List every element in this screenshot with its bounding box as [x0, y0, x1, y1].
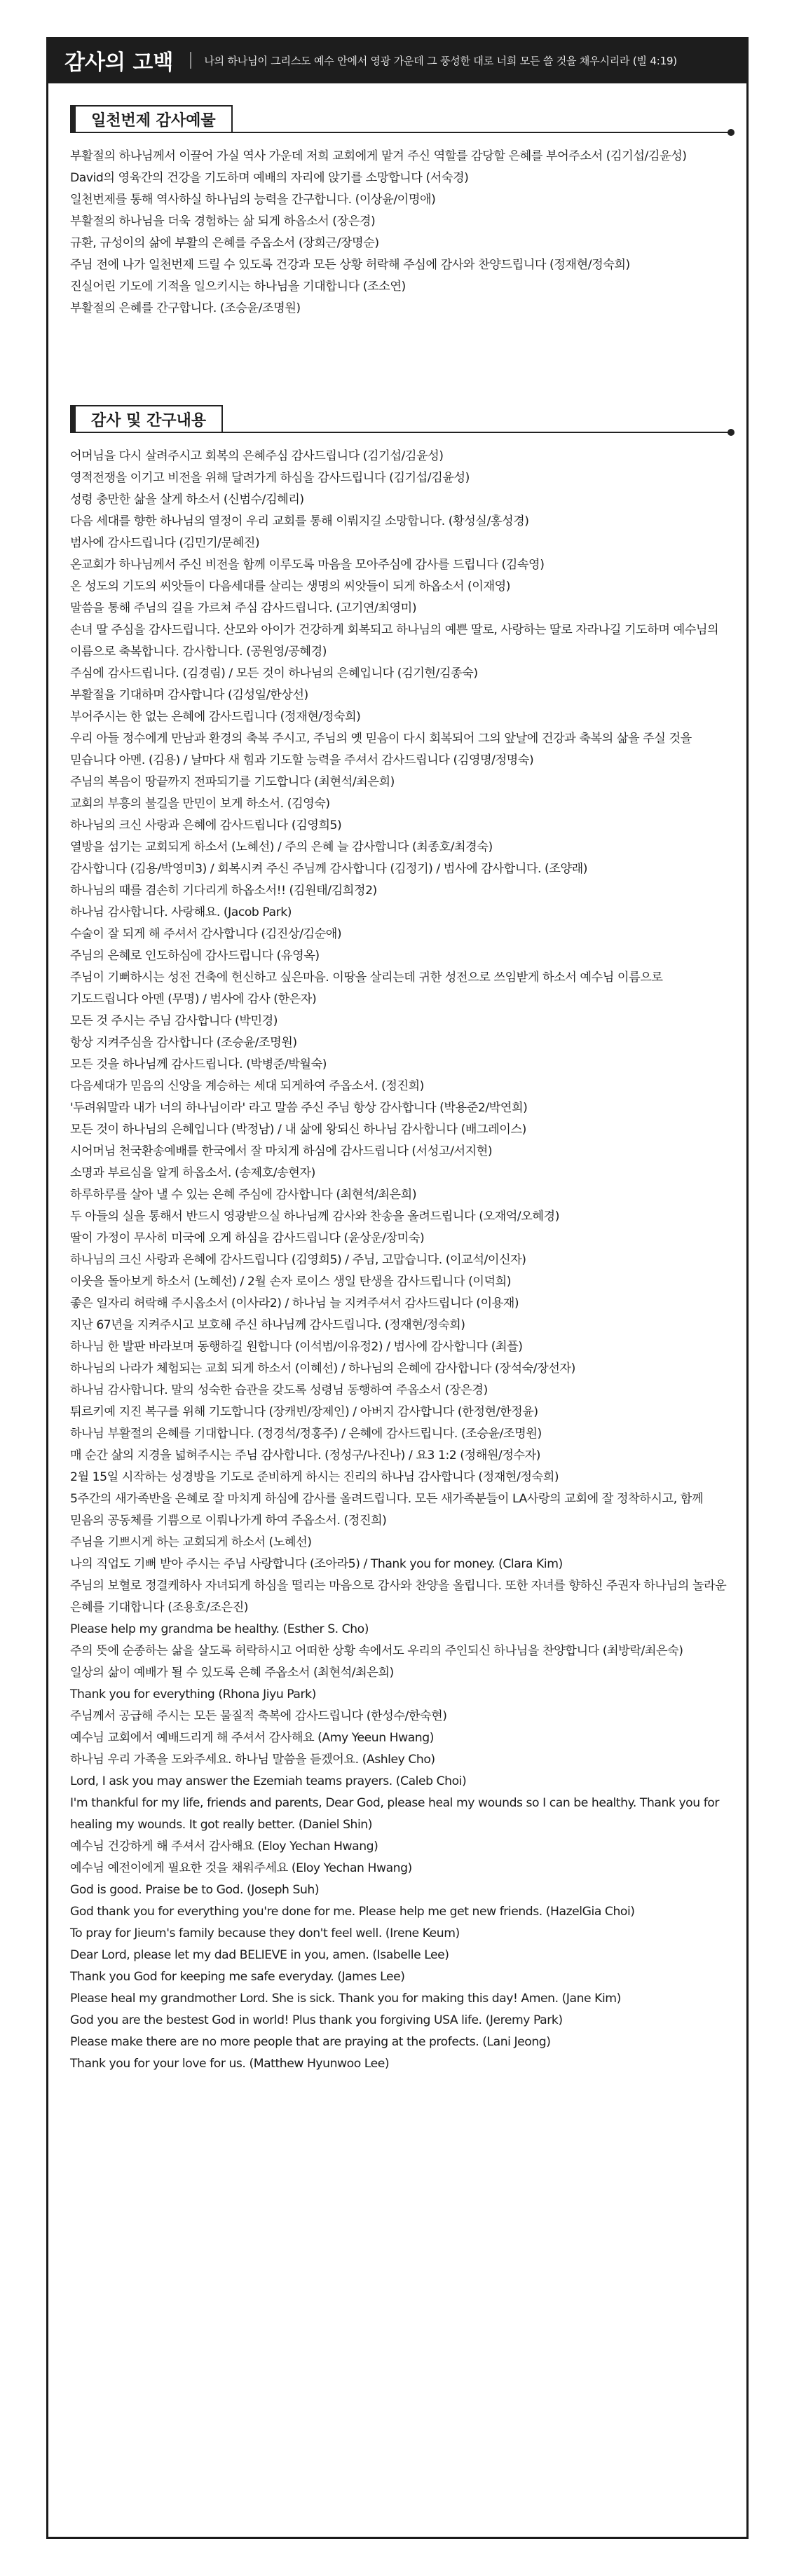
list-item: 하나님의 나라가 체험되는 교회 되게 하소서 (이혜선) / 하나님의 은혜에 감사합니다 (장석숙/장선자)	[70, 1362, 575, 1376]
list-item: 성령 충만한 삶을 살게 하소서 (신범수/김혜리)	[70, 493, 304, 507]
list-item: 하루하루를 살아 낼 수 있는 은혜 주심에 감사합니다 (최현석/최은희)	[70, 1188, 417, 1202]
section-offerings	[70, 105, 732, 320]
list-item: 이웃을 돌아보게 하소서 (노혜선) / 2월 손자 로이스 생일 탄생을 감사드립니다 (이덕희)	[70, 1275, 512, 1289]
list-item: 두 아들의 실을 통해서 반드시 영광받으실 하나님께 감사와 찬송을 올려드립니다 (오재억/오혜경)	[70, 1210, 559, 1224]
prayer-list	[70, 446, 732, 2075]
list-item: 열방을 섬기는 교회되게 하소서 (노혜선) / 주의 은혜 늘 감사합니다 (최종호/최경숙)	[70, 840, 493, 854]
list-item: 딸이 가정이 무사히 미국에 오게 하심을 감사드립니다 (윤상운/장미숙)	[70, 1231, 425, 1245]
list-item: 우리 아들 정수에게 만남과 환경의 축복 주시고, 주님의 옛 믿음이 다시 회복되어 그의 앞날에 건강과 축복의 삶을 주실 것을 믿습니다 아멘. (김용) / 날마다 새 힘과 기도할 능력을 주셔서 감사드립니다 (김영명/정명숙)	[70, 732, 692, 767]
list-item: God thank you for everything you're done for me. Please help me get new friends. (HazelGia Choi)	[70, 1905, 635, 1919]
list-item: 부어주시는 한 없는 은혜에 감사드립니다 (정재현/정숙희)	[70, 710, 361, 724]
list-item: God you are the bestest God in world! Plus thank you forgiving USA life. (Jeremy Park)	[70, 2013, 563, 2027]
list-item: 예수님 예전이에게 필요한 것을 채워주세요 (Eloy Yechan Hwang)	[70, 1861, 412, 1875]
list-item: 어머님을 다시 살려주시고 회복의 은혜주심 감사드립니다 (김기섭/김윤성)	[70, 449, 444, 463]
list-item: 주님을 기쁘시게 하는 교회되게 하소서 (노혜선)	[70, 1535, 312, 1549]
list-item: Thank you God for keeping me safe everyday. (James Lee)	[70, 1970, 405, 1984]
list-item: 감사합니다 (김용/박영미3) / 회복시켜 주신 주님께 감사합니다 (김정기) / 범사에 감사합니다. (조양래)	[70, 862, 588, 876]
list-item: 부활절의 하나님께서 이끌어 가실 역사 가운데 저희 교회에게 맡겨 주신 역할를 감당할 은혜를 부어주소서 (김기섭/김윤성)	[70, 149, 687, 163]
list-item: 지난 67년을 지켜주시고 보호해 주신 하나님께 감사드립니다. (정재현/정숙희)	[70, 1318, 465, 1332]
section-heading	[70, 105, 732, 136]
header-divider	[190, 52, 191, 69]
list-item: 하나님 감사합니다. 말의 성숙한 습관을 갖도록 성령님 동행하여 주옵소서 (장은경)	[70, 1383, 488, 1397]
list-item: 일천번제를 통해 역사하실 하나님의 능력을 간구합니다. (이상윤/이명애)	[70, 193, 436, 207]
list-item: 진실어린 기도에 기적을 일으키시는 하나님을 기대합니다 (조소연)	[70, 280, 406, 294]
section-title: 일천번제 감사예물	[70, 105, 233, 133]
list-item: 주님의 보혈로 정결케하사 자녀되게 하심을 떨리는 마음으로 감사와 찬양을 올립니다. 또한 자녀를 향하신 주권자 하나님의 놀라운 은혜를 기대합니다 (조용호/조은진)	[70, 1579, 727, 1615]
list-item: 주님의 은혜로 인도하심에 감사드립니다 (유영옥)	[70, 949, 320, 963]
list-item: 튀르키예 지진 복구를 위해 기도합니다 (장캐빈/장제인) / 아버지 감사합니다 (한정현/한정윤)	[70, 1405, 538, 1419]
section-prayers	[70, 405, 732, 2075]
header-verse: 나의 하나님이 그리스도 예수 안에서 영광 가운데 그 풍성한 대로 너희 모든 쓸 것을 채우시리라 (빌 4:19)	[204, 54, 677, 67]
list-item: 하나님 감사합니다. 사랑해요. (Jacob Park)	[70, 905, 292, 919]
section-title: 감사 및 간구내용	[70, 405, 223, 433]
list-item: 시어머님 천국환송예배를 한국에서 잘 마치게 하심에 감사드립니다 (서성고/서지현)	[70, 1144, 493, 1158]
list-item: 나의 직업도 기뻐 받아 주시는 주님 사랑합니다 (조아라5) / Thank you for money. (Clara Kim)	[70, 1557, 563, 1571]
list-item: 하나님의 때를 겸손히 기다리게 하옵소서!! (김원태/김희정2)	[70, 884, 377, 898]
list-item: 주님 전에 나가 일천번제 드릴 수 있도록 건강과 모든 상황 허락해 주심에 감사와 찬양드립니다 (정재현/정숙희)	[70, 258, 630, 272]
list-item: 다음 세대를 향한 하나님의 열정이 우리 교회를 통해 이뤄지길 소망합니다. (황성실/홍성경)	[70, 514, 529, 528]
section-rule-dot	[728, 429, 735, 436]
list-item: 모든 것 주시는 주님 감사합니다 (박민경)	[70, 1014, 278, 1028]
list-item: 주님의 복음이 땅끝까지 전파되기를 기도합니다 (최현석/최은희)	[70, 775, 395, 789]
list-item: To pray for Jieum's family because they don't feel well. (Irene Keum)	[70, 1926, 460, 1940]
list-item: 좋은 일자리 허락해 주시옵소서 (이사라2) / 하나님 늘 지켜주셔서 감사드립니다 (이용재)	[70, 1296, 519, 1310]
list-item: 일상의 삶이 예배가 될 수 있도록 은혜 주옵소서 (최현석/최은희)	[70, 1666, 394, 1680]
list-item: 말씀을 통해 주님의 길을 가르쳐 주심 감사드립니다. (고기연/최영미)	[70, 601, 417, 615]
list-item: Please make there are no more people that are praying at the profects. (Lani Jeong)	[70, 2035, 551, 2049]
list-item: 매 순간 삶의 지경을 넓혀주시는 주님 감사합니다. (정성구/나진나) / 요3 1:2 (정해원/정수자)	[70, 1448, 541, 1462]
list-item: 2월 15일 시작하는 성경방을 기도로 준비하게 하시는 진리의 하나님 감사합니다 (정재현/정숙희)	[70, 1470, 559, 1484]
list-item: 부활절을 기대하며 감사합니다 (김성일/한상선)	[70, 688, 308, 702]
list-item: God is good. Praise be to God. (Joseph Suh)	[70, 1883, 320, 1897]
list-item: Please heal my grandmother Lord. She is sick. Thank you for making this day! Amen. (Jane Kim)	[70, 1992, 621, 2006]
list-item: 주님께서 공급해 주시는 모든 물질적 축복에 감사드립니다 (한성수/한숙현)	[70, 1709, 447, 1723]
list-item: 하나님 우리 가족을 도와주세요. 하나님 말씀을 듣겠어요. (Ashley Cho)	[70, 1753, 435, 1767]
list-item: Lord, I ask you may answer the Ezemiah teams prayers. (Caleb Choi)	[70, 1774, 467, 1788]
list-item: 소명과 부르심을 알게 하옵소서. (송제호/송현자)	[70, 1166, 315, 1180]
list-item: Thank you for your love for us. (Matthew Hyunwoo Lee)	[70, 2057, 390, 2071]
list-item: 주님이 기뻐하시는 성전 건축에 헌신하고 싶은마음. 이땅을 살리는데 귀한 성전으로 쓰임받게 하소서 예수님 이름으로 기도드립니다 아멘 (무명) / 범사에 감사 (한은자)	[70, 971, 663, 1006]
list-item: David의 영육간의 건강을 기도하며 예배의 자리에 앉기를 소망합니다 (서숙경)	[70, 171, 469, 185]
list-item: '두려워말라 내가 너의 하나님이라' 라고 말씀 주신 주님 항상 감사합니다 (박용준2/박연희)	[70, 1101, 528, 1115]
list-item: 하나님의 크신 사랑과 은혜에 감사드립니다 (김영희5) / 주님, 고맙습니다. (이교석/이신자)	[70, 1253, 526, 1267]
list-item: Dear Lord, please let my dad BELIEVE in you, amen. (Isabelle Lee)	[70, 1948, 449, 1962]
list-item: 항상 지켜주심을 감사합니다 (조승윤/조명원)	[70, 1036, 297, 1050]
list-item: 5주간의 새가족반을 은혜로 잘 마치게 하심에 감사를 올려드립니다. 모든 새가족분들이 LA사랑의 교회에 잘 정착하시고, 함께 믿음의 공동체를 기쁨으로 이뤄나가게 하여 주옵소서. (정진희)	[70, 1492, 704, 1528]
list-item: Please help my grandma be healthy. (Esther S. Cho)	[70, 1622, 369, 1636]
section-heading	[70, 405, 732, 436]
list-item: 주의 뜻에 순종하는 삶을 살도록 허락하시고 어떠한 상황 속에서도 우리의 주인되신 하나님을 찬양합니다 (최방락/최은숙)	[70, 1644, 683, 1658]
list-item: 예수님 교회에서 예배드리게 해 주셔서 감사해요 (Amy Yeeun Hwang)	[70, 1731, 434, 1745]
list-item: 하나님 부활절의 은혜를 기대합니다. (정경석/정홍주) / 은혜에 감사드립니다. (조승윤/조명원)	[70, 1427, 542, 1441]
list-item: 온교회가 하나님께서 주신 비전을 함께 이루도록 마음을 모아주심에 감사를 드립니다 (김속영)	[70, 558, 545, 572]
list-item: 온 성도의 기도의 씨앗들이 다음세대를 살리는 생명의 씨앗들이 되게 하옵소서 (이재영)	[70, 580, 511, 594]
section-rule-dot	[728, 129, 735, 136]
list-item: I'm thankful for my life, friends and parents, Dear God, please heal my wounds so I can be healthy. Thank you for healing my wounds. It got really better. (Daniel Shin)	[70, 1796, 719, 1832]
list-item: 부활절의 은혜를 간구합니다. (조승윤/조명원)	[70, 301, 301, 315]
list-item: 영적전쟁을 이기고 비전을 위해 달려가게 하심을 감사드립니다 (김기섭/김윤성)	[70, 471, 470, 485]
list-item: 손녀 딸 주심을 감사드립니다. 산모와 아이가 건강하게 회복되고 하나님의 예쁜 딸로, 사랑하는 딸로 자라나길 기도하며 예수님의 이름으로 축복합니다. 감사합니다. (공원영/공혜경)	[70, 623, 719, 659]
offering-list	[70, 146, 732, 320]
list-item: Thank you for everything (Rhona Jiyu Park)	[70, 1687, 316, 1701]
list-item: 규환, 규성이의 삶에 부활의 은혜를 주옵소서 (장희근/장명순)	[70, 236, 379, 250]
list-item: 하나님 한 발판 바라보며 동행하길 원합니다 (이석범/이유정2) / 범사에 감사합니다 (최플)	[70, 1340, 523, 1354]
list-item: 예수님 건강하게 해 주셔서 감사해요 (Eloy Yechan Hwang)	[70, 1839, 378, 1854]
list-item: 하나님의 크신 사랑과 은혜에 감사드립니다 (김영희5)	[70, 818, 342, 833]
list-item: 범사에 감사드립니다 (김민기/문혜진)	[70, 536, 260, 550]
page-title: 감사의 고백	[64, 50, 174, 75]
list-item: 모든 것을 하나님께 감사드립니다. (박병준/박월숙)	[70, 1057, 327, 1071]
header-bar	[46, 37, 749, 83]
list-item: 주심에 감사드립니다. (김경림) / 모든 것이 하나님의 은혜입니다 (김기현/김종숙)	[70, 666, 478, 680]
list-item: 수술이 잘 되게 해 주셔서 감사합니다 (김진상/김순애)	[70, 927, 342, 941]
list-item: 교회의 부흥의 불길을 만민이 보게 하소서. (김영숙)	[70, 797, 330, 811]
list-item: 부활절의 하나님을 더욱 경험하는 삶 되게 하옵소서 (장은경)	[70, 214, 376, 228]
list-item: 다음세대가 믿음의 신앙을 계승하는 세대 되게하여 주옵소서. (정진희)	[70, 1079, 424, 1093]
list-item: 모든 것이 하나님의 은혜입니다 (박정남) / 내 삶에 왕되신 하나님 감사합니다 (배그레이스)	[70, 1123, 526, 1137]
